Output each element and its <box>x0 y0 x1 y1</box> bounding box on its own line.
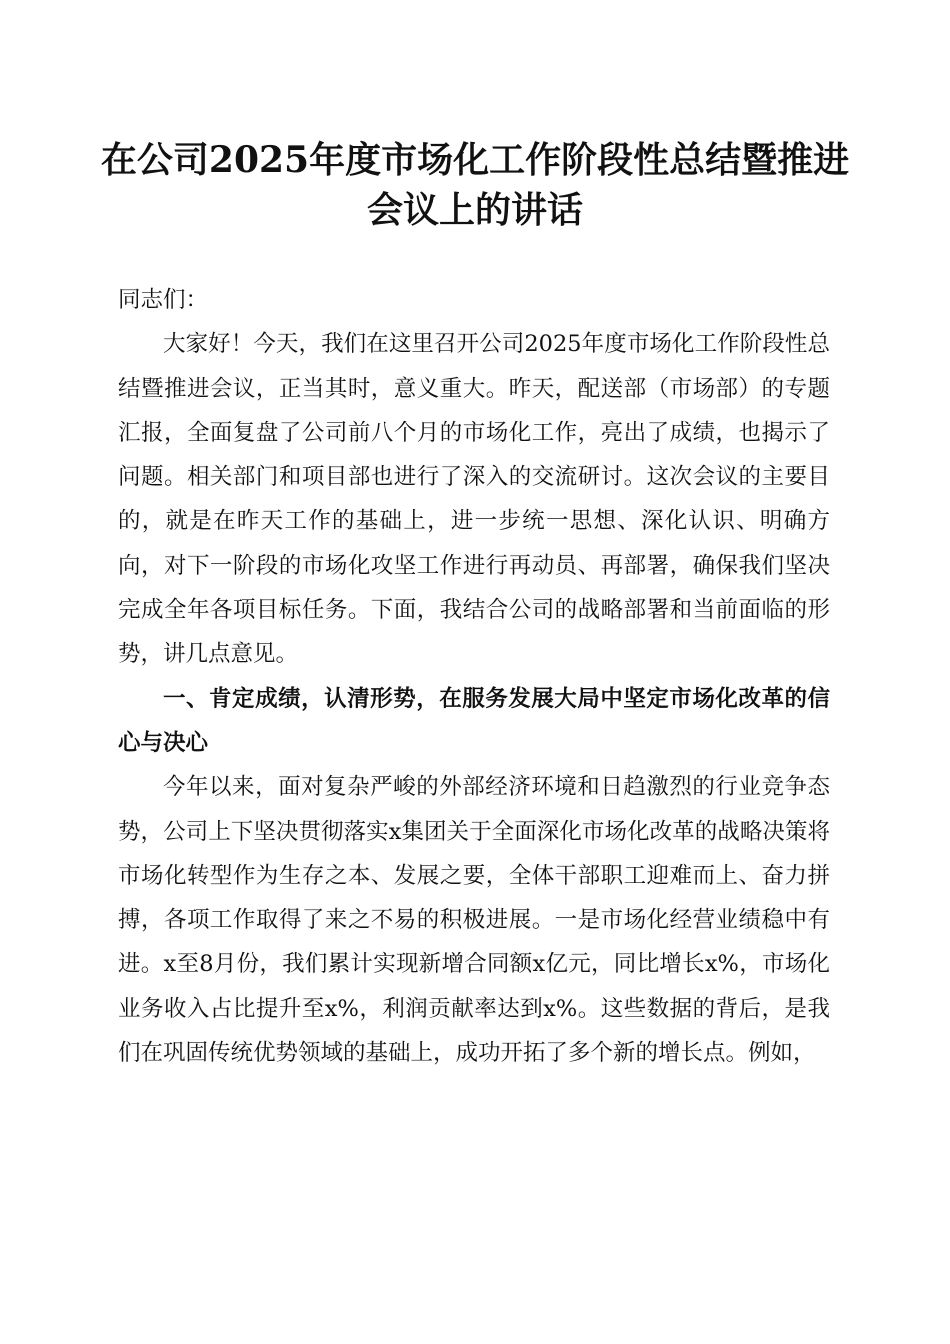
salutation: 同志们： <box>118 287 209 313</box>
paragraph-opening: 大家好！今天，我们在这里召开公司2025年度市场化工作阶段性总结暨推进会议，正当其时，意义重大。昨天，配送部（市场部）的专题汇报，全面复盘了公司前八个月的市场化工作，亮出了成绩，也揭示了问题。相关部门和项目部也进行了深入的交流研讨。这次会议的主要目的，就是在昨天工作的基础上，进一步统一思想、深化认识、明确方向，对下一阶段的市场化攻坚工作进行再动员、再部署，确保我们坚决完成全年各项目标任务。下面，我结合公司的战略部署和当前面临的形势，讲几点意见。 <box>118 331 830 668</box>
paragraph-achievements: 今年以来，面对复杂严峻的外部经济环境和日趋激烈的行业竞争态势，公司上下坚决贯彻落实x集团关于全面深化市场化改革的战略决策将市场化转型作为生存之本、发展之要，全体干部职工迎难而上、奋力拼搏，各项工作取得了来之不易的积极进展。一是市场化经营业绩稳中有进。x至8月份，我们累计实现新增合同额x亿元，同比增长x%，市场化业务收入占比提升至x%，利润贡献率达到x%。这些数据的背后，是我们在巩固传统优势领域的基础上，成功开拓了多个新的增长点。例如， <box>118 774 830 1067</box>
document-title: 在公司2025年度市场化工作阶段性总结暨推进会议上的讲话 <box>100 139 850 231</box>
document-body <box>118 278 830 1075</box>
section-heading-1: 一、肯定成绩，认清形势，在服务发展大局中坚定市场化改革的信心与决心 <box>118 685 830 756</box>
